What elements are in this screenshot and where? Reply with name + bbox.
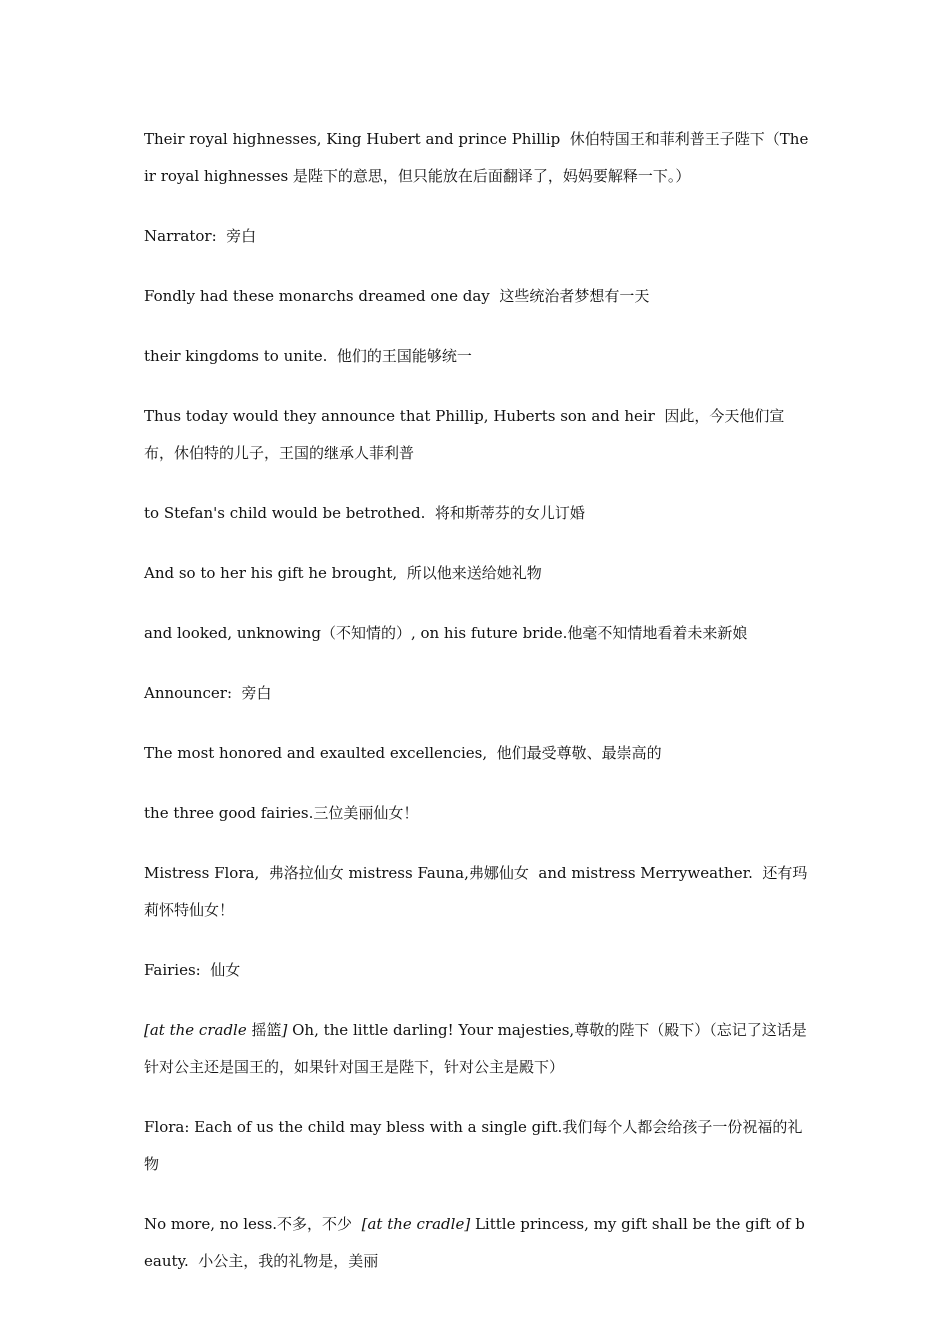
line-text: 摇篮	[251, 1021, 282, 1039]
line-text: The most honored and exaulted excellencies, 他们最受尊敬、最崇高的	[144, 744, 662, 762]
line-text: And so to her his gift he brought, 所以他来送给她礼物	[144, 564, 542, 582]
dialogue-line	[144, 338, 810, 375]
line-text: and looked, unknowing（不知情的）, on his future bride.他毫不知情地看着未来新娘	[144, 624, 748, 642]
document-body	[144, 121, 810, 1303]
line-text: Flora: Each of us the child may bless with a single gift.我们每个人都会给孩子一份祝福的礼物	[144, 1118, 803, 1173]
dialogue-line	[144, 735, 810, 772]
line-text: Mistress Flora, 弗洛拉仙女 mistress Fauna,弗娜仙女 and mistress Merryweather. 还有玛莉怀特仙女！	[144, 864, 808, 919]
line-text: Fondly had these monarchs dreamed one day 这些统治者梦想有一天	[144, 287, 650, 305]
stage-direction-text: [at the cradle]	[361, 1215, 471, 1233]
line-text: No more, no less.不多，不少	[144, 1215, 362, 1233]
stage-direction-text: [at the cradle	[144, 1021, 252, 1039]
dialogue-line	[144, 398, 810, 472]
dialogue-line	[144, 795, 810, 832]
line-text: Fairies: 仙女	[144, 961, 241, 979]
line-text: Thus today would they announce that Phillip, Huberts son and heir 因此，今天他们宣布，休伯特的儿子，王国的继承人菲利普	[144, 407, 785, 462]
dialogue-line	[144, 1206, 810, 1280]
dialogue-line	[144, 615, 810, 652]
dialogue-line	[144, 495, 810, 532]
dialogue-line	[144, 121, 810, 195]
line-text: their kingdoms to unite. 他们的王国能够统一	[144, 347, 472, 365]
dialogue-line	[144, 555, 810, 592]
stage-direction-text: ]	[281, 1021, 288, 1039]
line-text: Announcer: 旁白	[144, 684, 272, 702]
dialogue-line	[144, 675, 810, 712]
line-text: to Stefan's child would be betrothed. 将和斯蒂芬的女儿订婚	[144, 504, 585, 522]
line-text: Little princess, my gift shall be the gift of beauty. 小公主，我的礼物是，美丽	[144, 1215, 805, 1270]
dialogue-line	[144, 218, 810, 255]
dialogue-line	[144, 952, 810, 989]
line-text: the three good fairies.三位美丽仙女！	[144, 804, 419, 822]
line-text: Narrator: 旁白	[144, 227, 257, 245]
dialogue-line	[144, 1012, 810, 1086]
dialogue-line	[144, 1109, 810, 1183]
line-text: Oh, the little darling! Your majesties,尊敬的陛下（殿下）（忘记了这话是针对公主还是国王的，如果针对国王是陛下，针对公主是殿下）	[144, 1021, 807, 1076]
dialogue-line	[144, 855, 810, 929]
line-text: Their royal highnesses, King Hubert and prince Phillip 休伯特国王和菲利普王子陛下（Their royal highnesses 是陛下的意思，但只能放在后面翻译了，妈妈要解释一下。）	[144, 130, 809, 185]
dialogue-line	[144, 278, 810, 315]
